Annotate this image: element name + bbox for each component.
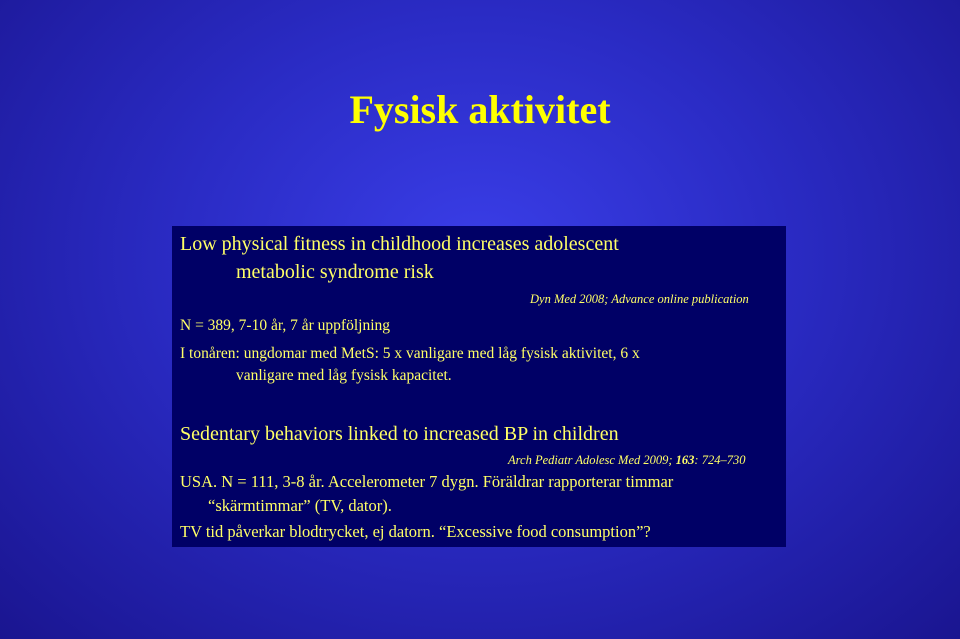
slide-title: Fysisk aktivitet: [349, 87, 611, 132]
study1-heading-line1: Low physical fitness in childhood increases adolescent: [180, 233, 619, 255]
study2-citation-pages: : 724–730: [694, 453, 746, 467]
study2-body-line3: TV tid påverkar blodtrycket, ej datorn. “Excessive food consumption”?: [180, 522, 651, 541]
study1-body-line3: vanligare med låg fysisk kapacitet.: [236, 367, 452, 384]
study1-body-line2: I tonåren: ungdomar med MetS: 5 x vanligare med låg fysisk aktivitet, 6 x: [180, 345, 640, 362]
study1-heading-line2: metabolic syndrome risk: [236, 261, 434, 283]
study1-citation: Dyn Med 2008; Advance online publication: [530, 292, 749, 306]
study2-body-line2: “skärmtimmar” (TV, dator).: [208, 496, 392, 515]
content-box: [172, 226, 786, 547]
study2-citation-volume: 163: [675, 453, 695, 467]
study2-body-line1: USA. N = 111, 3-8 år. Accelerometer 7 dygn. Föräldrar rapporterar timmar: [180, 472, 674, 491]
study2-citation-journal: Arch Pediatr Adolesc Med 2009;: [508, 453, 676, 467]
study1-body-line1: N = 389, 7-10 år, 7 år uppföljning: [180, 317, 391, 334]
study2-heading: Sedentary behaviors linked to increased BP in children: [180, 423, 619, 445]
study2-citation: [508, 452, 745, 468]
